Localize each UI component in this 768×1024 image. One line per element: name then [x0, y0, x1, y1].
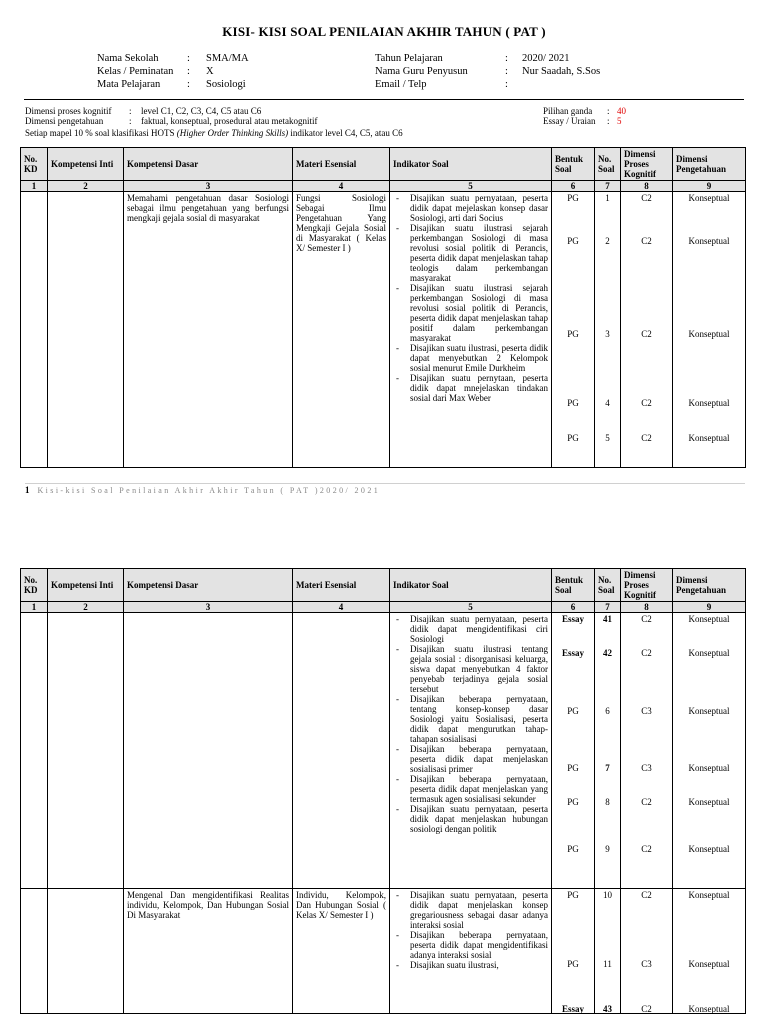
no-soal-value: 43	[603, 1004, 612, 1014]
question-count	[543, 106, 626, 126]
pengetahuan-value: Konseptual	[688, 329, 730, 339]
table-row	[21, 192, 746, 468]
cell-no-kd	[21, 613, 48, 889]
bentuk-value: Essay	[561, 648, 584, 658]
kognitif-value: C2	[641, 890, 652, 900]
cell-no-soal	[595, 613, 621, 889]
bentuk-value: Essay	[561, 614, 584, 624]
header-proses-kognitif: Dimensi Proses Kognitif	[621, 148, 673, 181]
page-footer	[25, 485, 745, 495]
cell-kompetensi-dasar: Memahami pengetahuan dasar Sosiologi sebagai ilmu pengetahuan yang berfungsi mengkaji gejala sosial di masyarakat	[124, 192, 293, 468]
no-soal-value: 8	[605, 797, 610, 807]
kognitif-value: C2	[641, 193, 652, 203]
header-bentuk: Bentuk Soal	[552, 569, 595, 602]
no-soal-value: 3	[605, 329, 610, 339]
teacher-info	[375, 52, 600, 91]
info-sep: :	[187, 79, 190, 90]
pengetahuan-value: Konseptual	[688, 648, 730, 658]
kognitif-value: C2	[641, 236, 652, 246]
kognitif-value: C3	[641, 959, 652, 969]
indicator-item: - Disajikan suatu ilustrasi, peserta didik dapat menyebutkan 2 Kelompok sosial menurut Emile Durkheim	[393, 343, 548, 373]
no-soal-value: 5	[605, 433, 610, 443]
cell-kognitif	[621, 613, 673, 889]
hots-prefix: Setiap mapel 10 % soal klasifikasi HOTS	[25, 128, 177, 138]
col-number: 5	[390, 181, 552, 192]
indicator-item: - Disajikan suatu pernyataan, peserta didik dapat menjelaskan hubungan sosiologi dengan politik	[393, 804, 548, 834]
no-soal-value: 9	[605, 844, 610, 854]
kognitif-value: C3	[641, 763, 652, 773]
pengetahuan-value: Konseptual	[688, 1004, 730, 1014]
indicator-item: - Disajikan beberapa pernyataan, peserta didik dapat mengidentifikasi adanya interaksi sosial	[393, 930, 548, 960]
dimension-sep: :	[129, 106, 132, 116]
header-bentuk: Bentuk Soal	[552, 148, 595, 181]
info-row-school	[97, 52, 249, 65]
header-materi: Materi Esensial	[293, 569, 390, 602]
pengetahuan-value: Konseptual	[688, 706, 730, 716]
count-value: 40	[617, 106, 626, 116]
col-number: 2	[48, 602, 124, 613]
cell-kompetensi-inti	[48, 192, 124, 468]
col-number: 1	[21, 181, 48, 192]
info-label: Mata Pelajaran	[97, 79, 161, 90]
dimension-notes	[25, 106, 317, 126]
indicator-item: - Disajikan suatu pernyataan, peserta didik dapat mejelaskan konsep dasar Sosiologi, arti dari Socius	[393, 193, 548, 223]
col-number: 8	[621, 181, 673, 192]
pengetahuan-value: Konseptual	[688, 890, 730, 900]
kognitif-value: C3	[641, 706, 652, 716]
header-kompetensi-dasar: Kompetensi Dasar	[124, 569, 293, 602]
col-number: 6	[552, 181, 595, 192]
kognitif-value: C2	[641, 614, 652, 624]
no-soal-value: 4	[605, 398, 610, 408]
col-number: 6	[552, 602, 595, 613]
hots-suffix: indikator level C4, C5, atau C6	[288, 128, 403, 138]
hots-italic: (Higher Order Thinking Skills)	[176, 128, 289, 138]
hots-note	[25, 128, 403, 138]
cell-materi: Individu, Kelompok, Dan Hubungan Sosial ( Kelas X/ Semester I )	[293, 889, 390, 1014]
dimension-value: faktual, konseptual, prosedural atau metakognitif	[141, 116, 318, 126]
info-row-class	[97, 65, 249, 78]
bentuk-value: PG	[567, 236, 579, 246]
col-number: 3	[124, 602, 293, 613]
cell-indikator	[390, 613, 552, 889]
count-label: Pilihan ganda	[543, 106, 593, 116]
count-label: Essay / Uraian	[543, 116, 596, 126]
dimension-row	[25, 116, 317, 126]
info-label: Nama Guru Penyusun	[375, 66, 468, 77]
count-sep: :	[607, 116, 610, 126]
indicator-item: - Disajikan beberapa pernyataan, peserta didik dapat menjelaskan yang termasuk agen sosialisasi sekunder	[393, 774, 548, 804]
info-label: Nama Sekolah	[97, 53, 159, 64]
dimension-value: level C1, C2, C3, C4, C5 atau C6	[141, 106, 262, 116]
col-number: 1	[21, 602, 48, 613]
header-proses-kognitif: Dimensi Proses Kognitif	[621, 569, 673, 602]
col-number: 7	[595, 602, 621, 613]
bentuk-value: PG	[567, 398, 579, 408]
pengetahuan-value: Konseptual	[688, 193, 730, 203]
pengetahuan-value: Konseptual	[688, 797, 730, 807]
pengetahuan-value: Konseptual	[688, 763, 730, 773]
count-sep: :	[607, 106, 610, 116]
table-header-row	[21, 569, 746, 602]
indicator-item: - Disajikan beberapa pernyataan, peserta didik dapat menjelaskan sosialisasi primer	[393, 744, 548, 774]
no-soal-value: 42	[603, 648, 612, 658]
table-row	[21, 889, 746, 1014]
count-row-essay	[543, 116, 626, 126]
bentuk-value: PG	[567, 193, 579, 203]
info-sep: :	[505, 53, 508, 64]
cell-kompetensi-inti	[48, 889, 124, 1014]
table-header-row	[21, 148, 746, 181]
cell-bentuk	[552, 192, 595, 468]
header-pengetahuan: Dimensi Pengetahuan	[673, 569, 746, 602]
info-row-year	[375, 52, 600, 65]
header-indikator: Indikator Soal	[390, 569, 552, 602]
school-info	[97, 52, 249, 91]
info-row-subject	[97, 78, 249, 91]
indicator-item: - Disajikan suatu pernytaan, peserta didik dapat mnejelaskan tindakan sosial dari Max Weber	[393, 373, 548, 403]
kognitif-value: C2	[641, 433, 652, 443]
col-number: 2	[48, 181, 124, 192]
pengetahuan-value: Konseptual	[688, 959, 730, 969]
cell-kognitif	[621, 192, 673, 468]
bentuk-value: PG	[567, 706, 579, 716]
kognitif-value: C2	[641, 844, 652, 854]
cell-pengetahuan	[673, 192, 746, 468]
kisi-table-page-2	[20, 568, 746, 1014]
indicator-item: - Disajikan suatu ilustrasi tentang gejala sosial : disorganisasi keluarga, siswa dapat menyebutkan 4 faktor penyebab terjadinya gejala sosial tersebut	[393, 644, 548, 694]
bentuk-value: PG	[567, 433, 579, 443]
cell-bentuk	[552, 889, 595, 1014]
bentuk-value: PG	[567, 797, 579, 807]
info-sep: :	[187, 53, 190, 64]
kognitif-value: C2	[641, 797, 652, 807]
info-sep: :	[187, 66, 190, 77]
cell-pengetahuan	[673, 613, 746, 889]
col-number: 8	[621, 602, 673, 613]
header-kompetensi-inti: Kompetensi Inti	[48, 148, 124, 181]
cell-indikator	[390, 192, 552, 468]
no-soal-value: 10	[603, 890, 612, 900]
kognitif-value: C2	[641, 329, 652, 339]
bentuk-value: PG	[567, 763, 579, 773]
table-number-row	[21, 181, 746, 192]
no-soal-value: 11	[603, 959, 612, 969]
cell-pengetahuan	[673, 889, 746, 1014]
pengetahuan-value: Konseptual	[688, 844, 730, 854]
info-value: SMA/MA	[206, 53, 249, 64]
page-number: 1	[25, 485, 30, 495]
bentuk-value: PG	[567, 959, 579, 969]
indicator-item: - Disajikan suatu pernyataan, peserta didik dapat menjelaskan konsep gregariousness sebagai dasar adanya interaksi sosial	[393, 890, 548, 930]
kognitif-value: C2	[641, 648, 652, 658]
cell-indikator	[390, 889, 552, 1014]
col-number: 4	[293, 181, 390, 192]
header-no-soal: No. Soal	[595, 148, 621, 181]
info-sep: :	[505, 66, 508, 77]
cell-kognitif	[621, 889, 673, 1014]
table-number-row	[21, 602, 746, 613]
pengetahuan-value: Konseptual	[688, 398, 730, 408]
info-label: Email / Telp	[375, 79, 427, 90]
indicator-item: - Disajikan suatu pernyataan, peserta didik dapat mengidentifikasi ciri Sosiologi	[393, 614, 548, 644]
kognitif-value: C2	[641, 398, 652, 408]
cell-kompetensi-dasar	[124, 613, 293, 889]
header-no-kd: No. KD	[21, 148, 48, 181]
header-divider	[24, 99, 744, 100]
info-value: Nur Saadah, S.Sos	[522, 66, 601, 77]
info-value: Sosiologi	[206, 79, 246, 90]
info-value: 2020/ 2021	[522, 53, 570, 64]
dimension-label: Dimensi proses kognitif	[25, 106, 112, 116]
bentuk-value: PG	[567, 329, 579, 339]
cell-no-soal	[595, 889, 621, 1014]
cell-no-kd	[21, 192, 48, 468]
no-soal-value: 6	[605, 706, 610, 716]
count-value: 5	[617, 116, 622, 126]
col-number: 5	[390, 602, 552, 613]
cell-bentuk	[552, 613, 595, 889]
dimension-row	[25, 106, 317, 116]
col-number: 7	[595, 181, 621, 192]
pengetahuan-value: Konseptual	[688, 236, 730, 246]
header-no-soal: No. Soal	[595, 569, 621, 602]
no-soal-value: 41	[603, 614, 612, 624]
info-row-teacher	[375, 65, 600, 78]
cell-kompetensi-inti	[48, 613, 124, 889]
header-no-kd: No. KD	[21, 569, 48, 602]
dimension-sep: :	[129, 116, 132, 126]
kognitif-value: C2	[641, 1004, 652, 1014]
footer-text: Kisi-kisi Soal Penilaian Akhir Akhir Tahun ( PAT )2020/ 2021	[37, 486, 381, 495]
col-number: 3	[124, 181, 293, 192]
bentuk-value: PG	[567, 844, 579, 854]
header-materi: Materi Esensial	[293, 148, 390, 181]
no-soal-value: 7	[605, 763, 610, 773]
info-label: Kelas / Peminatan	[97, 66, 174, 77]
kisi-table-page-1	[20, 147, 746, 468]
info-label: Tahun Pelajaran	[375, 53, 443, 64]
no-soal-value: 1	[605, 193, 610, 203]
col-number: 4	[293, 602, 390, 613]
bentuk-value: Essay	[561, 1004, 584, 1014]
cell-materi	[293, 613, 390, 889]
cell-kompetensi-dasar: Mengenal Dan mengidentifikasi Realitas individu, Kelompok, Dan Hubungan Sosial Di Masyarakat	[124, 889, 293, 1014]
bentuk-value: PG	[567, 890, 579, 900]
col-number: 9	[673, 602, 746, 613]
table-row	[21, 613, 746, 889]
pengetahuan-value: Konseptual	[688, 614, 730, 624]
col-number: 9	[673, 181, 746, 192]
pengetahuan-value: Konseptual	[688, 433, 730, 443]
no-soal-value: 2	[605, 236, 610, 246]
info-sep: :	[505, 79, 508, 90]
info-value: X	[206, 66, 214, 77]
indicator-item: - Disajikan suatu ilustrasi sejarah perkembangan Sosiologi di masa revolusi sosial politik di Perancis, peserta didik dapat menjelaskan tahap positif dalam perkembangan masyarakat	[393, 283, 548, 343]
indicator-item: - Disajikan suatu ilustrasi sejarah perkembangan Sosiologi di masa revolusi sosial politik di Perancis, peserta didik dapat menjelaskan tahap teologis dalam perkembangan masyarakat	[393, 223, 548, 283]
cell-no-kd	[21, 889, 48, 1014]
cell-no-soal	[595, 192, 621, 468]
header-pengetahuan: Dimensi Pengetahuan	[673, 148, 746, 181]
header-kompetensi-inti: Kompetensi Inti	[48, 569, 124, 602]
cell-materi: Fungsi Sosiologi Sebagai Ilmu Pengetahuan Yang Mengkaji Gejala Sosial di Masyarakat ( Kelas X/ Semester I )	[293, 192, 390, 468]
count-row-pg	[543, 106, 626, 116]
dimension-label: Dimensi pengetahuan	[25, 116, 104, 126]
indicator-item: - Disajikan beberapa pernyataan, tentang konsep-konsep dasar Sosiologi yaitu Sosialisasi, peserta didik dapat mengurutkan tahap-tahapan sosialisasi	[393, 694, 548, 744]
indicator-item: - Disajikan suatu ilustrasi,	[393, 960, 548, 970]
header-kompetensi-dasar: Kompetensi Dasar	[124, 148, 293, 181]
footer-divider	[25, 483, 745, 484]
info-row-email	[375, 78, 600, 91]
page-title: KISI- KISI SOAL PENILAIAN AKHIR TAHUN ( PAT )	[222, 24, 546, 39]
header-indikator: Indikator Soal	[390, 148, 552, 181]
